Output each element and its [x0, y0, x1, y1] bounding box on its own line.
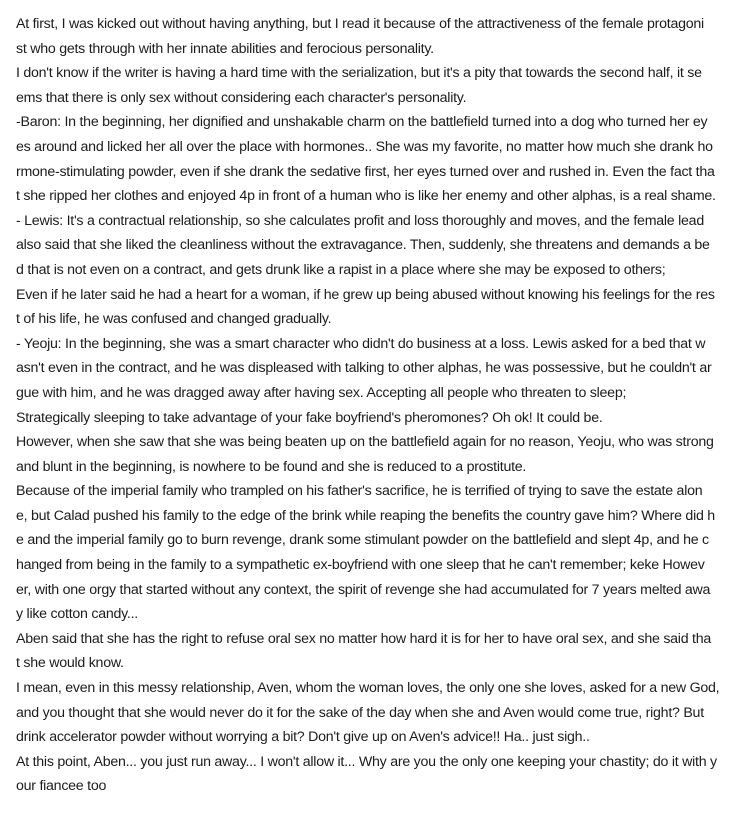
text-line: ems that there is only sex without considering each character's personality. [16, 89, 467, 106]
text-line: Even if he later said he had a heart for a woman, if he grew up being abused without knowing his feelings for the res [16, 286, 715, 303]
text-line: d that is not even on a contract, and gets drunk like a rapist in a place where she may be exposed to others; [16, 261, 666, 278]
text-line: -Baron: In the beginning, her dignified and unshakable charm on the battlefield turned into a dog who turned her ey [16, 114, 708, 131]
review-text [16, 12, 721, 799]
text-line: e and the imperial family go to burn revenge, drank some stimulant powder on the battlefield and slept 4p, and he c [16, 532, 709, 549]
text-line: t of his life, he was confused and changed gradually. [16, 311, 332, 328]
text-line: I mean, even in this messy relationship, Aven, whom the woman loves, the only one she loves, asked for a new God, [16, 680, 720, 697]
text-line: At this point, Aben... you just run away... I won't allow it... Why are you the only one keeping your chastity; do it with y [16, 753, 717, 770]
text-line: - Yeoju: In the beginning, she was a smart character who didn't do business at a loss. Lewis asked for a bed that w [16, 335, 706, 352]
text-line: At first, I was kicked out without having anything, but I read it because of the attractiveness of the female protagoni [16, 16, 704, 32]
text-line: However, when she saw that she was being beaten up on the battlefield again for no reason, Yeoju, who was strong [16, 434, 714, 451]
text-line: e, but Calad pushed his family to the edge of the brink while reaping the benefits the country gave him? Where did h [16, 507, 715, 524]
text-line: I don't know if the writer is having a hard time with the serialization, but it's a pity that towards the second half, it se [16, 65, 702, 82]
text-line: drink accelerator powder without worrying a bit? Don't give up on Aven's advice!! Ha.. just sigh.. [16, 729, 590, 746]
text-line: Because of the imperial family who trampled on his father's sacrifice, he is terrified of trying to save the estate alon [16, 483, 703, 500]
text-line: our fiancee too [16, 778, 107, 795]
text-line: asn't even in the contract, and he was displeased with talking to other alphas, he was possessive, but he couldn't ar [16, 360, 712, 377]
text-line: y like cotton candy... [16, 606, 138, 623]
text-line: es around and licked her all over the place with hormones.. She was my favorite, no matter how much she drank ho [16, 138, 713, 155]
text-line: hanged from being in the family to a sympathetic ex-boyfriend with one sleep that he can't remember; keke Howev [16, 557, 705, 574]
text-line: t she would know. [16, 655, 124, 672]
text-line: st who gets through with her innate abilities and ferocious personality. [16, 40, 434, 57]
text-line: gue with him, and he was dragged away after having sex. Accepting all people who threaten to sleep; [16, 384, 627, 401]
text-line: Aben said that she has the right to refuse oral sex no matter how hard it is for her to have oral sex, and she said tha [16, 630, 712, 647]
text-line: - Lewis: It's a contractual relationship, so she calculates profit and loss thoroughly and moves, and the female lead [16, 212, 704, 229]
text-line: also said that she liked the cleanliness without the extravagance. Then, suddenly, she threatens and demands a be [16, 237, 710, 254]
text-line: Strategically sleeping to take advantage of your fake boyfriend's pheromones? Oh ok! It could be. [16, 409, 603, 426]
text-line: and you thought that she would never do it for the sake of the day when she and Aven would come true, right? But [16, 704, 704, 721]
text-line: er, with one orgy that started without any context, the spirit of revenge she had accumulated for 7 years melted awa [16, 581, 711, 598]
text-line: rmone-stimulating powder, even if she drank the sedative first, her eyes turned over and rushed in. Even the fact tha [16, 163, 715, 180]
text-line: and blunt in the beginning, is nowhere to be found and she is reduced to a prostitute. [16, 458, 527, 475]
text-line: t she ripped her clothes and enjoyed 4p in front of a human who is like her enemy and other alphas, is a real shame. [16, 188, 716, 205]
